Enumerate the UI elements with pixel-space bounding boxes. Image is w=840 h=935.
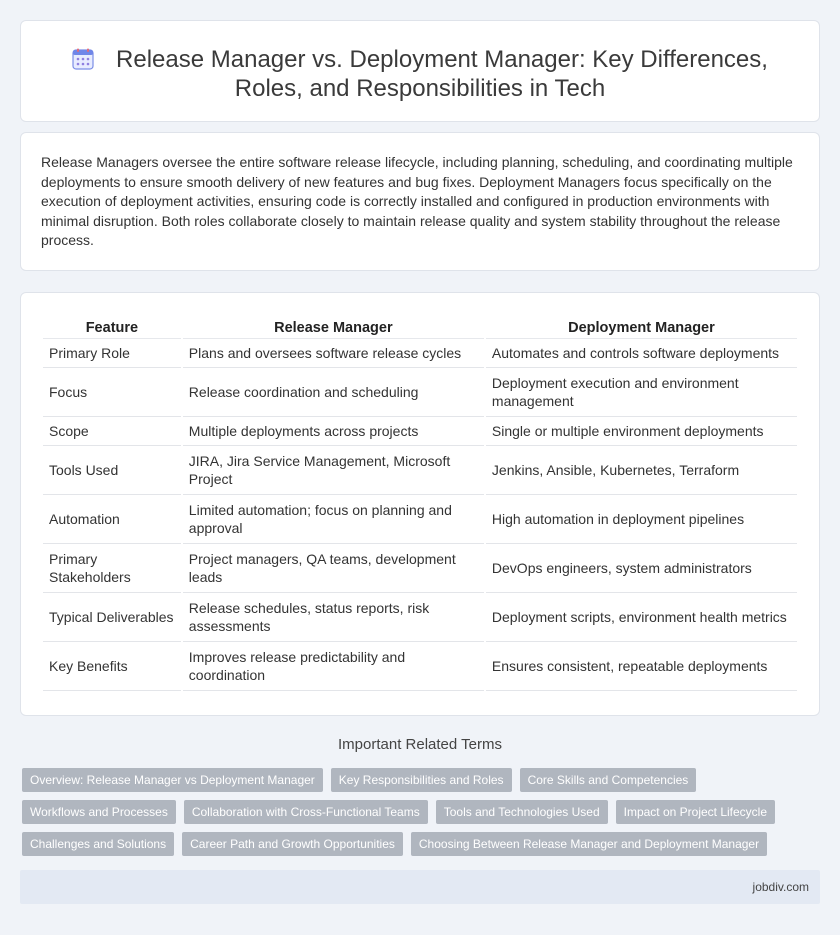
row-feature: Tools Used	[43, 446, 181, 495]
related-term-tag[interactable]: Impact on Project Lifecycle	[616, 800, 775, 824]
related-term-tag[interactable]: Career Path and Growth Opportunities	[182, 832, 403, 856]
row-release-manager: Release coordination and scheduling	[183, 368, 484, 417]
row-deployment-manager: Single or multiple environment deployments	[486, 417, 797, 446]
related-terms-title: Important Related Terms	[338, 736, 502, 753]
table-row	[43, 368, 797, 417]
related-term-tag[interactable]: Collaboration with Cross-Functional Teams	[184, 800, 428, 824]
row-feature: Focus	[43, 368, 181, 417]
row-feature: Scope	[43, 417, 181, 446]
related-term-tag[interactable]: Workflows and Processes	[22, 800, 176, 824]
related-term-tag[interactable]: Choosing Between Release Manager and Deployment Manager	[411, 832, 767, 856]
table-row	[43, 642, 797, 691]
row-deployment-manager: Deployment execution and environment management	[486, 368, 797, 417]
title-line-1: Release Manager vs. Deployment Manager: Key Differences,	[116, 46, 768, 73]
related-term-tag[interactable]: Core Skills and Competencies	[520, 768, 697, 792]
header-deployment-manager: Deployment Manager	[486, 313, 797, 339]
row-deployment-manager: Ensures consistent, repeatable deployments	[486, 642, 797, 691]
table-row	[43, 339, 797, 368]
related-term-tag[interactable]: Tools and Technologies Used	[436, 800, 608, 824]
table-row	[43, 544, 797, 593]
comparison-table	[41, 313, 799, 691]
row-feature: Key Benefits	[43, 642, 181, 691]
related-term-tag[interactable]: Key Responsibilities and Roles	[331, 768, 512, 792]
related-term-tag[interactable]: Challenges and Solutions	[22, 832, 174, 856]
row-release-manager: Project managers, QA teams, development leads	[183, 544, 484, 593]
intro-paragraph: Release Managers oversee the entire software release lifecycle, including planning, scheduling, and coordinating multiple deployments to ensure smooth delivery of new features and bug fixes. Deployment Managers focus specifically on the execution of deployment activities, ensuring code is correctly installed and configured in production environments with minimal disruption. Both roles collaborate closely to maintain release quality and system stability throughout the release process.	[41, 154, 793, 249]
row-release-manager: JIRA, Jira Service Management, Microsoft Project	[183, 446, 484, 495]
row-release-manager: Plans and oversees software release cycles	[183, 339, 484, 368]
row-feature: Automation	[43, 495, 181, 544]
table-row	[43, 495, 797, 544]
footer-site-link[interactable]: jobdiv.com	[752, 880, 809, 894]
intro-card	[20, 132, 820, 271]
row-feature: Primary Stakeholders	[43, 544, 181, 593]
table-header-row	[43, 313, 797, 339]
header-feature: Feature	[43, 313, 181, 339]
row-deployment-manager: High automation in deployment pipelines	[486, 495, 797, 544]
title-card	[20, 20, 820, 122]
page-title	[21, 45, 819, 103]
row-feature: Typical Deliverables	[43, 593, 181, 642]
table-row	[43, 593, 797, 642]
title-line-2: Roles, and Responsibilities in Tech	[234, 75, 606, 102]
row-release-manager: Limited automation; focus on planning and approval	[183, 495, 484, 544]
row-release-manager: Multiple deployments across projects	[183, 417, 484, 446]
related-terms-list	[22, 768, 812, 856]
row-release-manager: Release schedules, status reports, risk assessments	[183, 593, 484, 642]
row-deployment-manager: Automates and controls software deployments	[486, 339, 797, 368]
footer-bar	[20, 870, 820, 904]
row-feature: Primary Role	[43, 339, 181, 368]
comparison-card	[20, 292, 820, 716]
row-deployment-manager: DevOps engineers, system administrators	[486, 544, 797, 593]
row-deployment-manager: Jenkins, Ansible, Kubernetes, Terraform	[486, 446, 797, 495]
table-row	[43, 417, 797, 446]
header-release-manager: Release Manager	[183, 313, 484, 339]
related-term-tag[interactable]: Overview: Release Manager vs Deployment Manager	[22, 768, 323, 792]
table-row	[43, 446, 797, 495]
row-release-manager: Improves release predictability and coordination	[183, 642, 484, 691]
calendar-icon	[72, 48, 94, 70]
row-deployment-manager: Deployment scripts, environment health metrics	[486, 593, 797, 642]
